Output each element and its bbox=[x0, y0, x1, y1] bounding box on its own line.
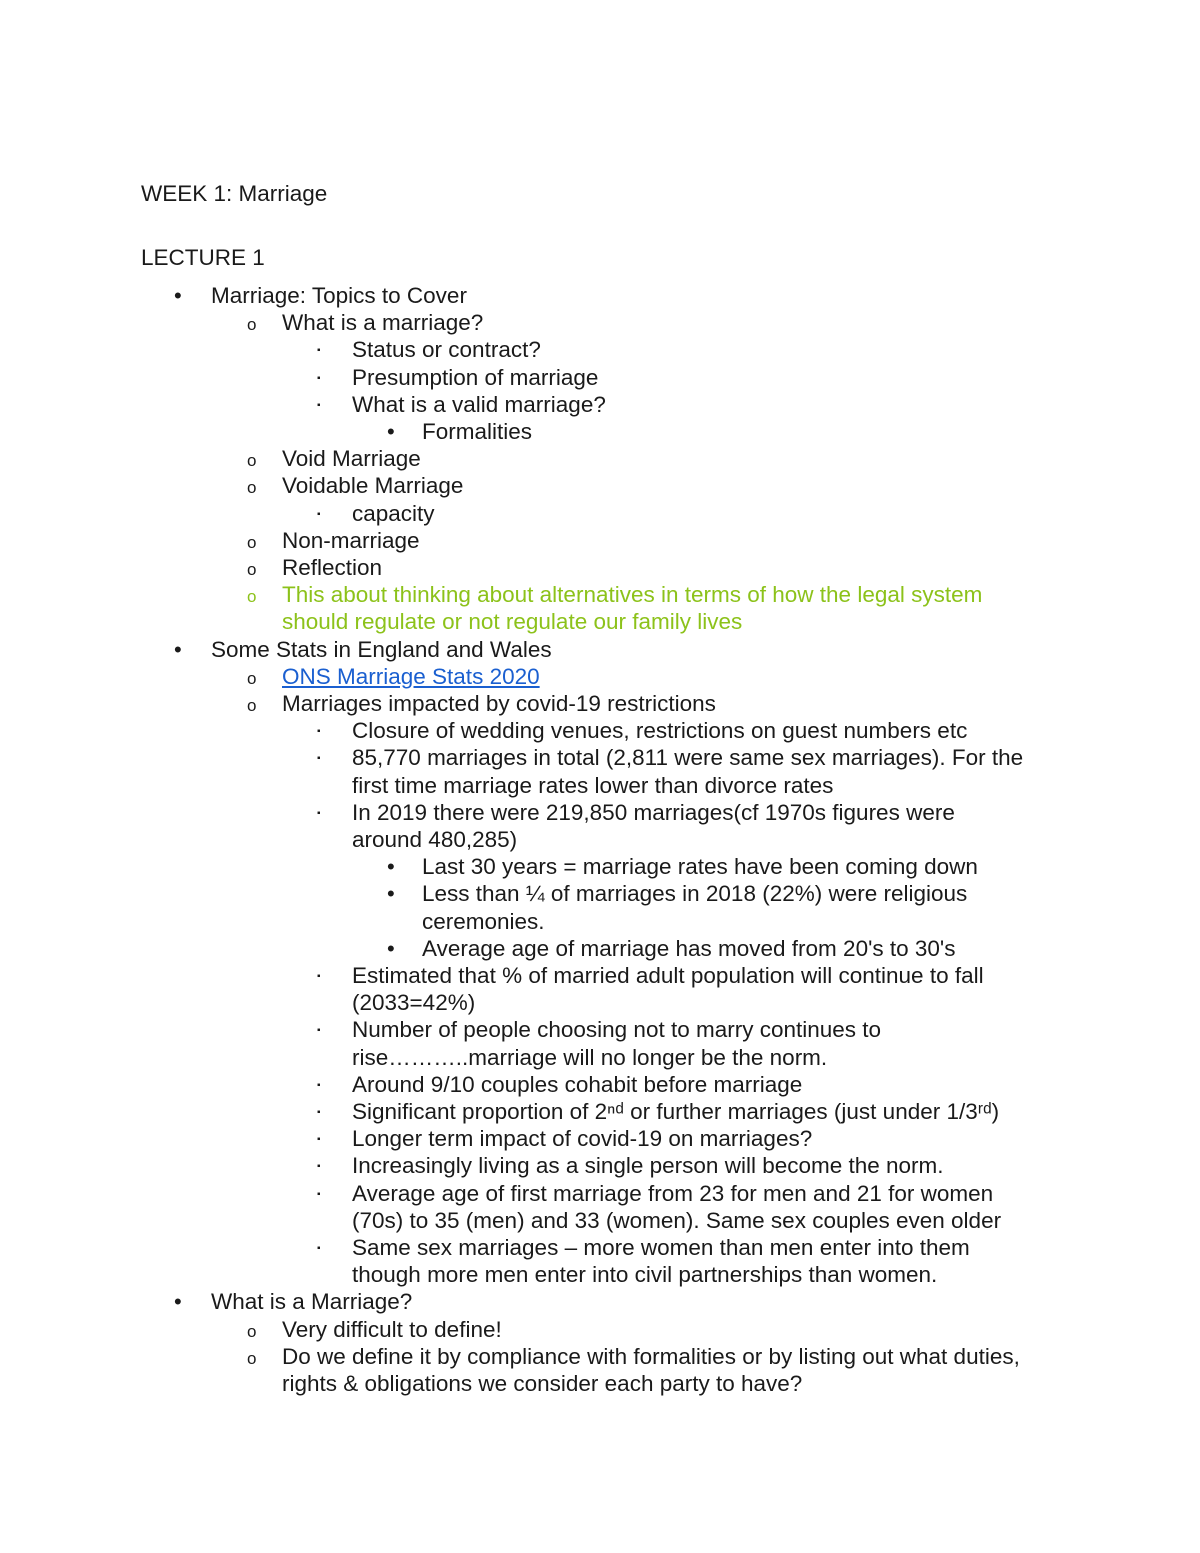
dot-bullet-icon: • bbox=[174, 1289, 182, 1315]
outline-item-level-2: Marriages impacted by covid-19 restrictions bbox=[282, 691, 716, 716]
outline-item-level-3: Around 9/10 couples cohabit before marriage bbox=[352, 1071, 803, 1097]
circle-bullet-icon: o bbox=[247, 1321, 257, 1341]
outline-item-level-3: Average age of first marriage from 23 for men and 21 for women bbox=[352, 1180, 994, 1206]
circle-bullet-icon: o bbox=[247, 587, 257, 607]
outline-item-level-3: Number of people choosing not to marry continues to bbox=[352, 1017, 882, 1043]
outline-item-level-3: Significant proportion of 2ⁿᵈ or further marriages (just under 1/3ʳᵈ) bbox=[352, 1099, 1000, 1124]
dot-bullet-icon: • bbox=[387, 935, 395, 961]
dot-bullet-icon: • bbox=[174, 636, 182, 662]
outline-item-level-2: rights & obligations we consider each party to have? bbox=[282, 1371, 803, 1396]
outline-item-level-1: Some Stats in England and Wales bbox=[211, 636, 552, 662]
outline-item-level-2: Reflection bbox=[282, 555, 383, 580]
circle-bullet-icon: o bbox=[247, 451, 257, 471]
square-bullet-icon: ▪ bbox=[317, 345, 321, 357]
outline-item-level-2: Voidable Marriage bbox=[282, 473, 464, 499]
square-bullet-icon: ▪ bbox=[317, 399, 321, 411]
outline-item-level-1: What is a Marriage? bbox=[211, 1289, 413, 1315]
circle-bullet-icon: o bbox=[247, 1348, 257, 1368]
outline-item-level-2: What is a marriage? bbox=[282, 310, 484, 336]
outline-item-level-3: Estimated that % of married adult population will continue to fall bbox=[352, 963, 984, 988]
outline-item-level-2: should regulate or not regulate our family lives bbox=[282, 609, 743, 635]
outline-item-level-2: Do we define it by compliance with formalities or by listing out what duties, bbox=[282, 1343, 1020, 1369]
outline-item-level-4: Last 30 years = marriage rates have been coming down bbox=[422, 854, 978, 880]
square-bullet-icon: ▪ bbox=[317, 1134, 321, 1146]
outline-item-level-4: Formalities bbox=[422, 419, 533, 444]
outline-item-level-3: first time marriage rates lower than divorce rates bbox=[352, 772, 834, 798]
square-bullet-icon: ▪ bbox=[317, 1161, 321, 1173]
square-bullet-icon: ▪ bbox=[317, 1243, 321, 1254]
dot-bullet-icon: • bbox=[174, 283, 182, 308]
circle-bullet-icon: o bbox=[247, 696, 257, 715]
square-bullet-icon: ▪ bbox=[317, 1188, 321, 1200]
outline-item-level-2: Void Marriage bbox=[282, 446, 421, 472]
outline-item-level-3: (2033=42%) bbox=[352, 990, 476, 1016]
outline-item-level-3: Longer term impact of covid-19 on marriages? bbox=[352, 1126, 813, 1152]
square-bullet-icon: ▪ bbox=[317, 1107, 321, 1118]
document-title: WEEK 1: Marriage bbox=[141, 181, 328, 206]
outline-item-level-3: (70s) to 35 (men) and 33 (women). Same sex couples even older bbox=[352, 1207, 1002, 1233]
outline-item-level-3: capacity bbox=[352, 500, 435, 526]
outline-item-level-3: Same sex marriages – more women than men enter into them bbox=[352, 1235, 970, 1260]
outline-item-level-3: around 480,285) bbox=[352, 827, 518, 852]
square-bullet-icon: ▪ bbox=[317, 372, 321, 384]
circle-bullet-icon: o bbox=[247, 668, 257, 688]
outline-item-level-2: Non-marriage bbox=[282, 527, 420, 553]
outline-item-level-3: 85,770 marriages in total (2,811 were same sex marriages). For the bbox=[352, 745, 1024, 771]
outline-item-level-4: Less than ¼ of marriages in 2018 (22%) were religious bbox=[422, 881, 968, 907]
dot-bullet-icon: • bbox=[387, 881, 395, 907]
outline-item-level-2: This about thinking about alternatives in terms of how the legal system bbox=[282, 582, 983, 608]
circle-bullet-icon: o bbox=[247, 560, 257, 579]
outline-item-level-3: In 2019 there were 219,850 marriages(cf 1970s figures were bbox=[352, 799, 955, 825]
circle-bullet-icon: o bbox=[247, 532, 257, 552]
square-bullet-icon: ▪ bbox=[317, 726, 321, 738]
circle-bullet-icon: o bbox=[247, 315, 257, 335]
outline-item-level-4: ceremonies. bbox=[422, 908, 545, 934]
outline-item-level-3: rise………..marriage will no longer be the norm. bbox=[352, 1044, 828, 1070]
square-bullet-icon: ▪ bbox=[317, 971, 321, 982]
circle-bullet-icon: o bbox=[247, 478, 257, 498]
outline-item-level-3: Presumption of marriage bbox=[352, 364, 599, 390]
dot-bullet-icon: • bbox=[387, 419, 395, 444]
outline-item-level-1: Marriage: Topics to Cover bbox=[211, 283, 467, 308]
outline-item-level-2: Very difficult to define! bbox=[282, 1316, 502, 1342]
outline-item-level-3: Closure of wedding venues, restrictions on guest numbers etc bbox=[352, 718, 968, 744]
outline-item-level-3: Increasingly living as a single person will become the norm. bbox=[352, 1153, 944, 1179]
square-bullet-icon: ▪ bbox=[317, 807, 321, 819]
lecture-heading: LECTURE 1 bbox=[141, 245, 265, 270]
outline-item-level-3: What is a valid marriage? bbox=[352, 391, 606, 417]
square-bullet-icon: ▪ bbox=[317, 508, 321, 520]
outline-item-level-3: though more men enter into civil partnerships than women. bbox=[352, 1262, 938, 1288]
ons-marriage-stats-link[interactable]: ONS Marriage Stats 2020 bbox=[282, 663, 540, 689]
square-bullet-icon: ▪ bbox=[317, 753, 321, 765]
square-bullet-icon: ▪ bbox=[317, 1025, 321, 1037]
outline-item-level-4: Average age of marriage has moved from 20's to 30's bbox=[422, 935, 956, 961]
outline-item-level-3: Status or contract? bbox=[352, 337, 541, 363]
dot-bullet-icon: • bbox=[387, 854, 395, 880]
square-bullet-icon: ▪ bbox=[317, 1079, 321, 1091]
